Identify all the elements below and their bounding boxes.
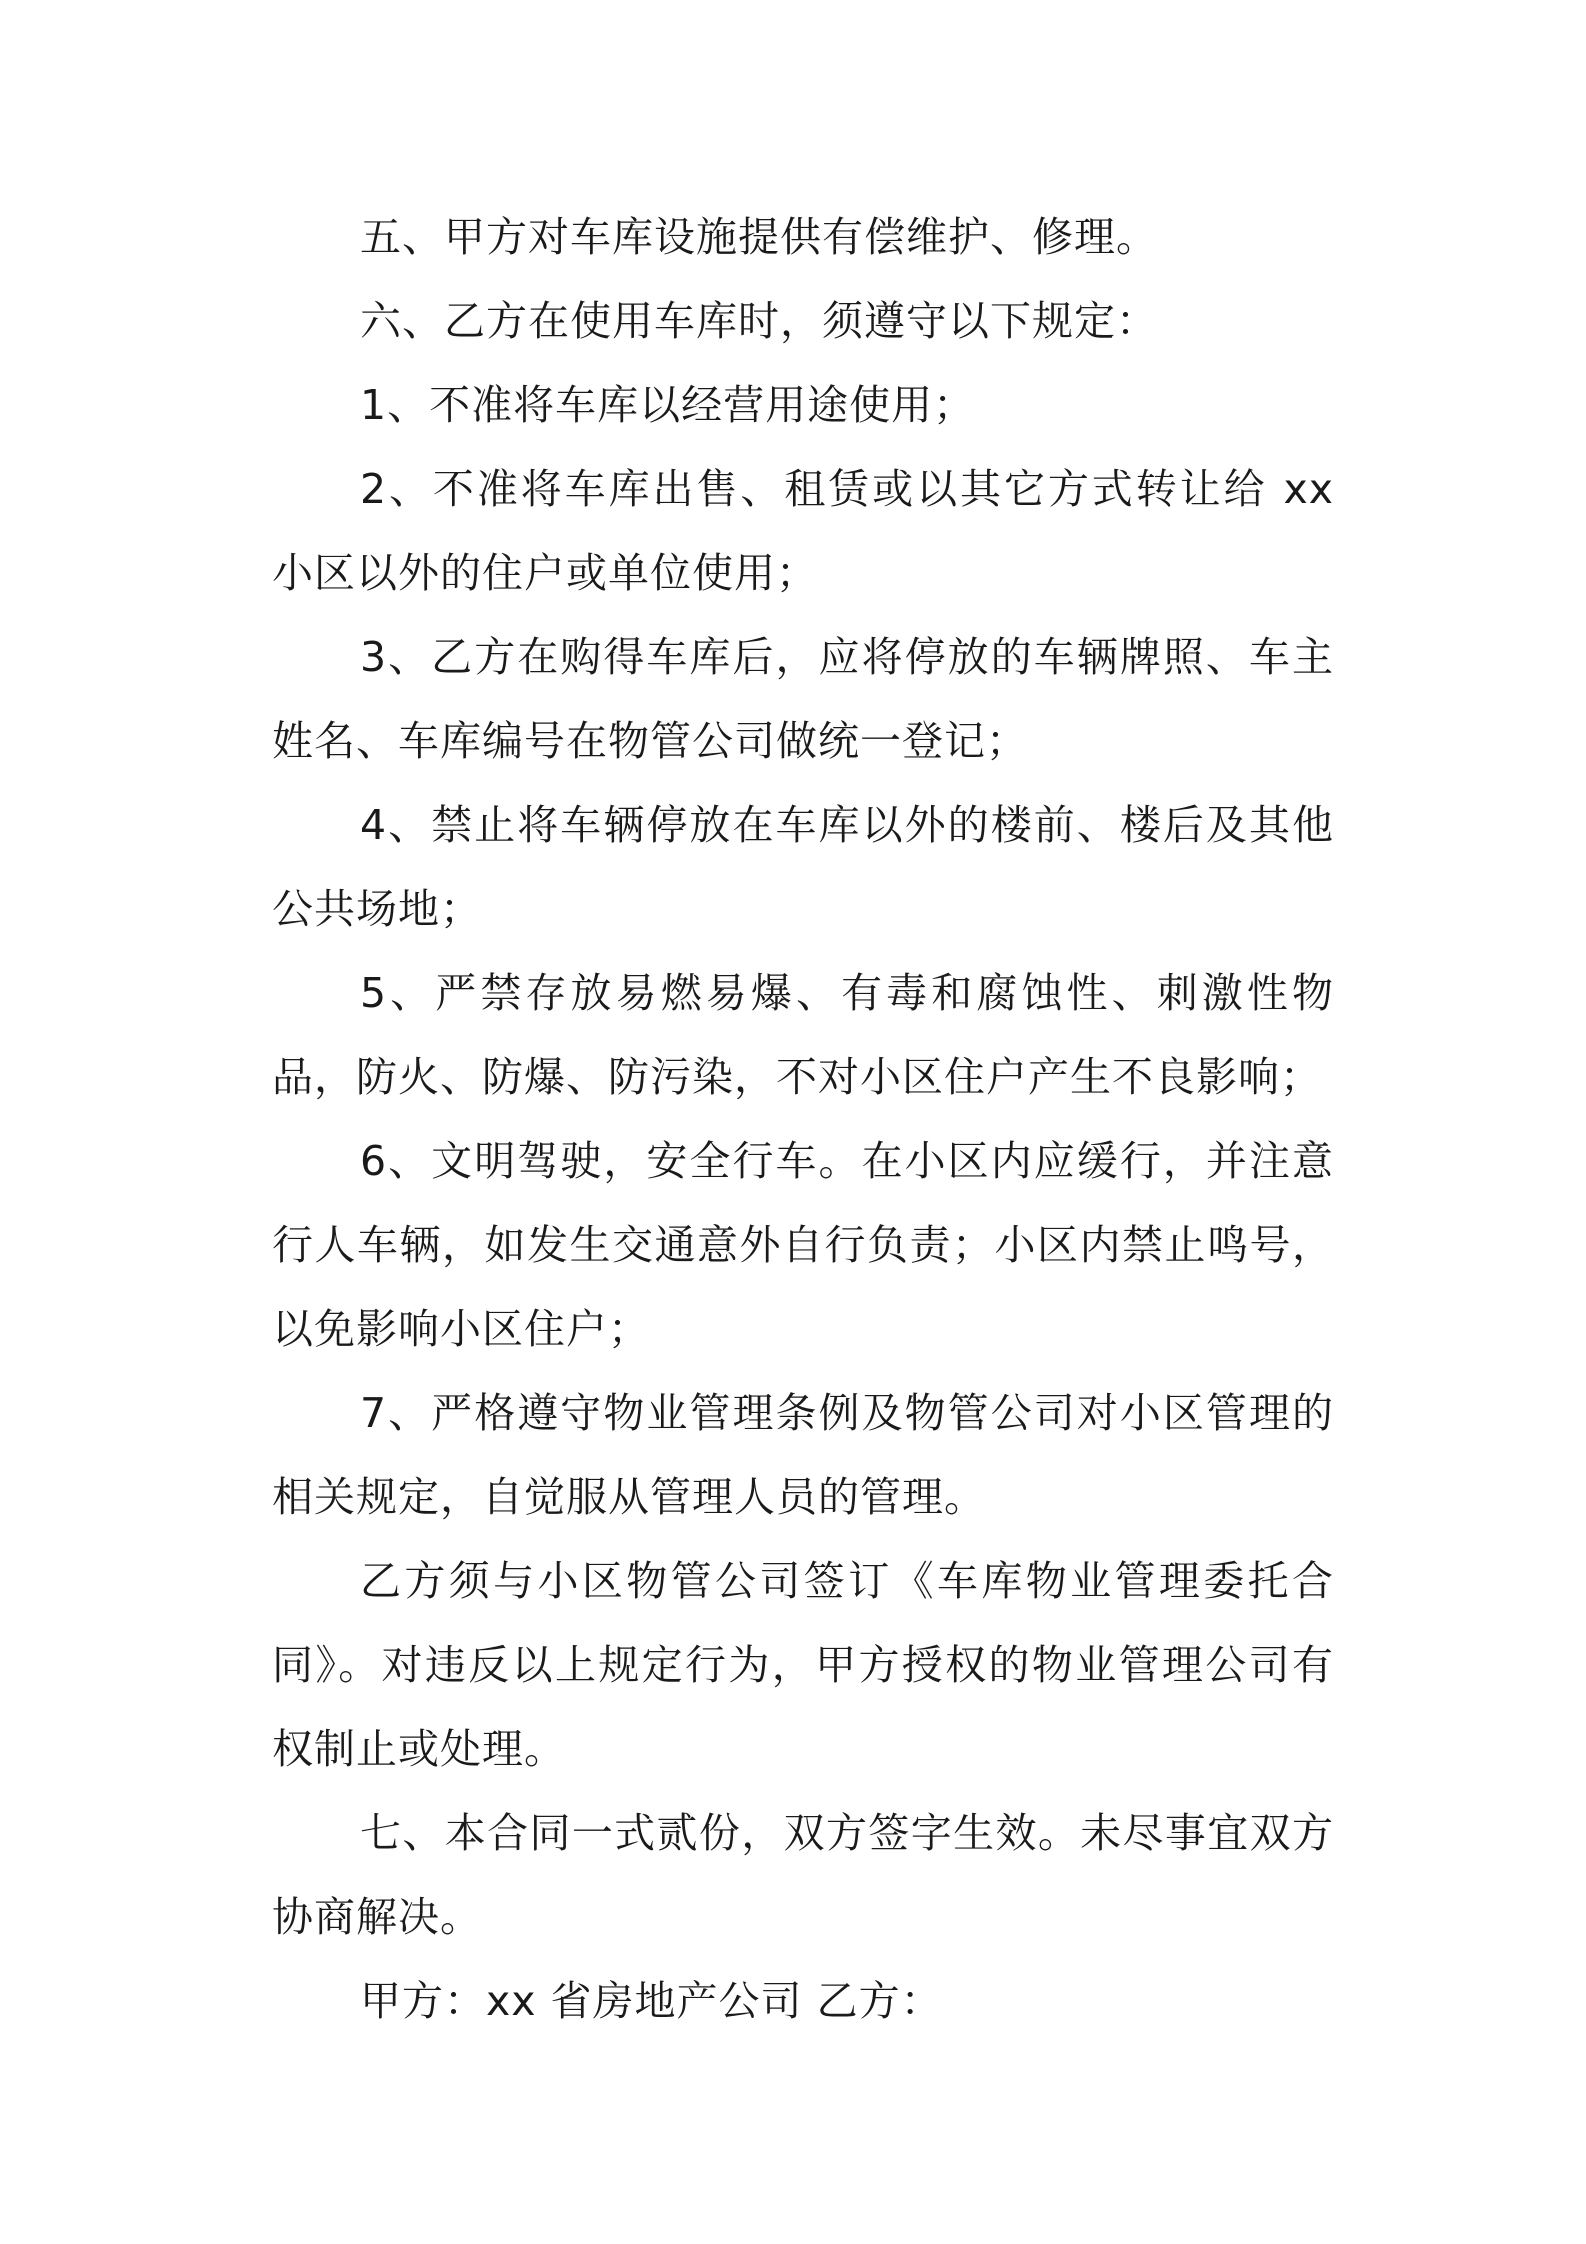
rule-7-paragraph: 7、严格遵守物业管理条例及物管公司对小区管理的相关规定，自觉服从管理人员的管理。 [272, 1389, 1334, 1521]
clause-5-paragraph: 五、甲方对车库设施提供有偿维护、修理。 [360, 213, 1158, 261]
clause-7-paragraph: 七、本合同一式贰份，双方签字生效。未尽事宜双方协商解决。 [272, 1809, 1334, 1941]
rule-4-paragraph: 4、禁止将车辆停放在车库以外的楼前、楼后及其他公共场地； [272, 801, 1334, 933]
management-contract-paragraph: 乙方须与小区物管公司签订《车库物业管理委托合同》。对违反以上规定行为，甲方授权的物业管理公司有权制止或处理。 [272, 1557, 1334, 1773]
clause-6-heading: 六、乙方在使用车库时，须遵守以下规定： [360, 297, 1158, 345]
rule-3-paragraph: 3、乙方在购得车库后，应将停放的车辆牌照、车主姓名、车库编号在物管公司做统一登记； [272, 633, 1334, 765]
rule-1-paragraph: 1、不准将车库以经营用途使用； [360, 381, 976, 429]
document-body [272, 195, 1334, 2043]
rule-5-paragraph: 5、严禁存放易燃易爆、有毒和腐蚀性、刺激性物品，防火、防爆、防污染，不对小区住户产生不良影响； [272, 969, 1334, 1101]
signature-line: 甲方：xx 省房地产公司 乙方： [360, 1977, 943, 2025]
rule-6-paragraph: 6、文明驾驶，安全行车。在小区内应缓行，并注意行人车辆，如发生交通意外自行负责；小区内禁止鸣号，以免影响小区住户； [272, 1137, 1334, 1353]
rule-2-paragraph: 2、不准将车库出售、租赁或以其它方式转让给 xx 小区以外的住户或单位使用； [272, 465, 1334, 597]
